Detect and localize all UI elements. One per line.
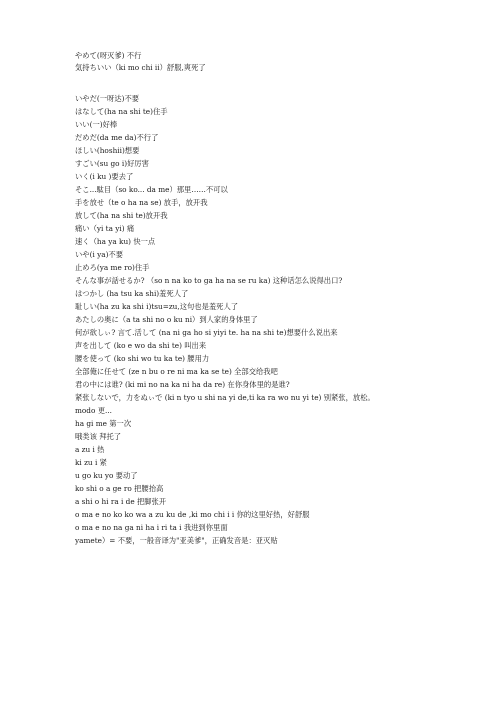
- text-line-6: だめだ(da me da)不行了: [75, 133, 159, 142]
- text-line-36: o ma e no na ga ni ha i ri ta i 我进到你里面: [75, 523, 228, 532]
- text-line-11: 手を放せ（te o ha na se) 放手，放开我: [75, 198, 208, 207]
- text-line-22: 声を出して (ko e wo da shi te) 叫出来: [75, 341, 207, 350]
- text-line-34: a shi o hi ra i de 把脚张开: [75, 497, 167, 506]
- text-line-26: 紧张しないで，力をぬぃで (ki n tyo u shi na yi de,ti ka ra wo nu yi te) 别紧张，放松。: [75, 393, 375, 402]
- text-line-2: 気持ちいい（ki mo chi ii）舒服,爽死了: [75, 63, 206, 72]
- text-line-24: 全部俺に任せて (ze n bu o re ni ma ka se te) 全部交给我吧: [75, 367, 278, 376]
- text-line-12: 放して(ha na shi te)放开我: [75, 211, 168, 220]
- text-line-21: 何が欲しぃ? 言て.活して (na ni ga ho si yiyi te. ha na shi te)想要什么说出来: [75, 328, 338, 337]
- text-line-23: 腰を使って (ko shi wo tu ka te) 腰用力: [75, 354, 210, 363]
- text-line-7: ほしい(hoshii)想要: [75, 146, 140, 155]
- text-line-19: 耻しい(ha zu ka shi i)tsu=zu,这句也是羞死人了: [75, 302, 239, 311]
- text-line-10: そこ...駄目（so ko... da me）那里……不可以: [75, 185, 228, 194]
- text-line-35: o ma e no ko ko wa a zu ku de ,ki mo chi i i 你的这里好热，好舒服: [75, 510, 310, 519]
- text-line-3: いやだ(一呀达)不要: [75, 94, 140, 103]
- text-line-31: ki zu i 紧: [75, 458, 107, 467]
- text-line-33: ko shi o a ge ro 把腰抬高: [75, 484, 164, 493]
- text-line-16: 止めろ(ya me ro)住手: [75, 263, 150, 272]
- text-line-9: いく(i ku )要去了: [75, 172, 134, 181]
- text-line-37: yamete）= 不要，一般音译为"亚美爹"，正确发音是：亚灭贴: [75, 536, 278, 545]
- text-line-13: 痛い（yi ta yi) 痛: [75, 224, 135, 233]
- text-line-4: はなして(ha na shi te)住手: [75, 107, 168, 116]
- text-line-25: 君の中には谁? (ki mi no na ka ni ha da re) 在你身体里的是谁?: [75, 380, 290, 389]
- text-line-8: すごい(su go i)好厉害: [75, 159, 149, 168]
- text-line-30: a zu i 热: [75, 445, 105, 454]
- text-line-17: そんな事が話せるか? （so n na ko to ga ha na se ru ka) 这种话怎么说得出口?: [75, 276, 343, 285]
- text-line-20: あたしの奥に（a ta shi no o ku ni）到人家的身体里了: [75, 315, 258, 324]
- text-line-18: はつかし (ha tsu ka shi)羞死人了: [75, 289, 189, 298]
- text-line-32: u go ku yo 要动了: [75, 471, 138, 480]
- text-line-1: やめて(呀灭爹) 不行: [75, 51, 142, 60]
- text-line-27: modo 更...: [75, 406, 112, 415]
- text-line-14: 速く（ha ya ku) 快一点: [75, 237, 156, 246]
- text-line-5: いい(一)好棒: [75, 120, 118, 129]
- text-line-15: いや(i ya)不要: [75, 250, 124, 259]
- text-line-29: 哦类该 拜托了: [75, 432, 122, 441]
- text-line-28: ha gi me 第一次: [75, 419, 132, 428]
